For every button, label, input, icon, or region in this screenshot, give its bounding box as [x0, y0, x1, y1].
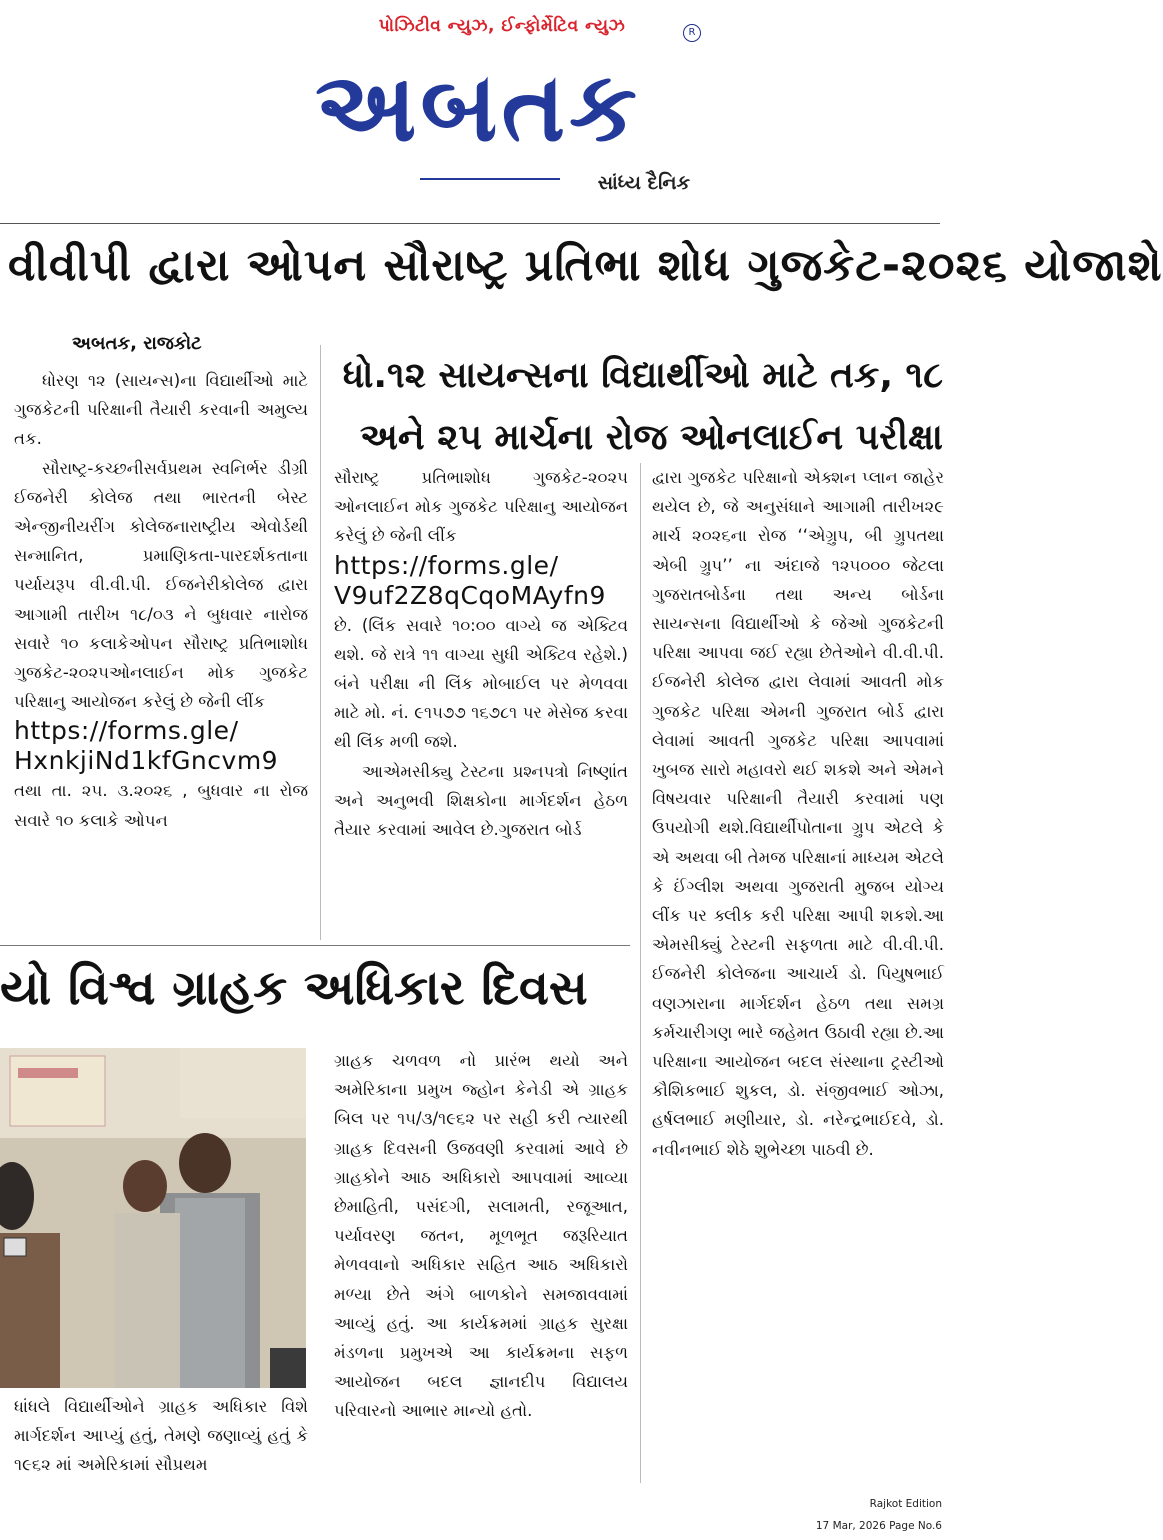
article1-col1-paragraph: તથા તા. ૨૫. ૩.૨૦૨૬ , બુધવાર ના રોજ સવારે ૧૦ કલાકે ઓપન [14, 781, 308, 830]
article1-column-1 [14, 366, 308, 940]
masthead-tagline: પોઝિટીવ ન્યુઝ, ઈન્ફોર્મેટિવ ન્યુઝ [378, 16, 626, 36]
footer-edition: Rajkot Edition [869, 1498, 942, 1510]
article2-paragraph: ગ્રાહક ચળવળ નો પ્રારંભ થયો અને અમેરિકાના પ્રમુખ જ્હોન કેનેડી એ ગ્રાહક બિલ પર ૧૫/૩/૧૯૬૨ પર સહી કરી ત્યારથી ગ્રાહક દિવસની ઉજવણી કરવામાં આવે છે ગ્રાહકોને આઠ અધિકારો આપવામાં આવ્યા છેમાહિતી, પસંદગી, સલામતી, રજૂઆત, પર્યાવરણ જતન, મૂળભૂત જરૂરિયાત મેળવવાનો અધિકાર સહિત આઠ અધિકારો મળ્યા છેતે અંગે બાળકોને સમજાવવામાં આવ્યું હતું. આ કાર્યક્રમમાં ગ્રાહક સુરક્ષા મંડળના પ્રમુખએ આ કાર્યક્રમના સફળ આયોજન બદલ જ્ઞાનદીપ વિદ્યાલય પરિવારનો આભાર માન્યો હતો. [334, 1051, 628, 1421]
article1-dateline: અબતક, રાજકોટ [72, 333, 202, 354]
column-divider [640, 463, 641, 1483]
subheadline-line1: ધો.૧૨ સાયન્સના વિદ્યાર્થીઓ માટે તક, ૧૮ [342, 355, 943, 396]
registered-mark-icon: R [683, 24, 701, 42]
logo-underline [420, 178, 560, 180]
article1-col1-link[interactable]: https://forms.gle/ HxnkjiNd1kfGncvm9 [14, 716, 279, 776]
edition-tag: સાંધ્ય દૈનિક [597, 172, 690, 194]
article2-photo [0, 1048, 306, 1388]
article1-subheadline [338, 345, 943, 469]
caption-text: ધાંધલે વિદ્યાર્થીઓને ગ્રાહક અધિકાર વિશે માર્ગદર્શન આપ્યું હતું, તેમણે જણાવ્યું હતું કે ૧૯૬૨ માં અમેરિકામાં સૌપ્રથમ [14, 1397, 308, 1475]
event-photo-illustration [0, 1048, 306, 1388]
article1-col2-link[interactable]: https://forms.gle/ V9uf2Z8qCqoMAyfn9 [334, 550, 606, 610]
article1-col1-paragraph: સૌરાષ્ટ્ર-કચ્છનીસર્વપ્રથમ સ્વનિર્ભર ડીગ્રી ઈજનેરી કોલેજ તથા ભારતની બેસ્ટ એન્જીનીયરીંગ કોલેજનારાષ્ટ્રીય એવોર્ડથી સન્માનિત, પ્રમાણિકતા-પારદર્શકતાના પર્યાયરૂપ વી.વી.પી. ઈજનેરીકોલેજ દ્વારા આગામી તારીખ ૧૮/૦૩ ને બુધવાર નારોજ સવારે ૧૦ કલાકેઓપન સૌરાષ્ટ્ર પ્રતિભાશોધ ગુજકેટ-૨૦૨૫ઓનલાઈન મોક ગુજકેટ પરિક્ષાનુ આયોજન કરેલું છે જેની લીંક [14, 458, 308, 712]
masthead-divider [0, 223, 940, 224]
article2-photo-caption [14, 1392, 308, 1486]
article1-column-2 [334, 463, 628, 940]
article1-column-3 [652, 463, 944, 1483]
newspaper-logo: અબતક [315, 51, 641, 163]
article2-body [334, 1046, 628, 1488]
article1-col2-paragraph: સૌરાષ્ટ્ર પ્રતિભાશોધ ગુજકેટ-૨૦૨૫ ઓનલાઈન મોક ગુજકેટ પરિક્ષાનુ આયોજન કરેલું છે જેની લીંક [334, 468, 628, 546]
article1-col2-paragraph: આએમસીક્યુ ટેસ્ટના પ્રશ્નપત્રો નિષ્ણાંત અને અનુભવી શિક્ષકોના માર્ગદર્શન હેઠળ તૈયાર કરવામાં આવેલ છે.ગુજરાત બોર્ડ [334, 761, 628, 840]
article-divider [0, 945, 630, 946]
column-divider [320, 345, 321, 940]
footer-date-page: 17 Mar, 2026 Page No.6 [815, 1520, 942, 1532]
article1-col3-paragraph: દ્વારા ગુજકેટ પરિક્ષાનો એક્શન પ્લાન જાહેર થયેલ છે, જે અનુસંધાને આગામી તારીખ૨૯ માર્ચ ૨૦૨૬ના રોજ ‘‘એગ્રુપ, બી ગ્રુપતથા એબી ગ્રુપ’’ ના અંદાજે ૧૨૫૦૦૦ જેટલા ગુજરાતબોર્ડના તથા અન્ય બોર્ડના સાયન્સના વિદ્યાર્થીઓ કે જેઓ ગુજકેટની પરિક્ષા આપવા જઈ રહ્યા છેતેઓને વી.વી.પી. ઈજનેરી કોલેજ દ્વારા લેવામાં આવતી મોક ગુજકેટ પરિક્ષા એમની ગુજરાત બોર્ડ દ્વારા લેવામાં આવતી ગુજકેટ પરિક્ષા આપવામાં ખુબજ સારો મહાવરો થઈ શકશે અને એમને વિષયવાર પરિક્ષાની તૈયારી કરવામાં પણ ઉપયોગી થશે.વિદ્યાર્થીપોતાના ગ્રુપ એટલે કે એ અથવા બી તેમજ પરિક્ષાનાં માધ્યમ એટલે કે ઈંગ્લીશ અથવા ગુજરાતી મુજબ યોગ્ય લીંક પર ક્લીક કરી પરિક્ષા આપી શકશે.આ એમસીક્યું ટેસ્ટની સફળતા માટે વી.વી.પી. ઈજનેરી કોલેજના આચાર્ય ડો. પિયુષભાઈ વણઝારાના માર્ગદર્શન હેઠળ તથા સમગ્ર કર્મચારીગણ ભારે જહેમત ઉઠાવી રહ્યા છે.આ પરિક્ષાના આયોજન બદલ સંસ્થાના ટ્રસ્ટીઓ કૌશિકભાઈ શુકલ, ડો. સંજીવભાઈ ઓઝા, હર્ષલભાઈ મણીયાર, ડો. નરેન્દ્રભાઈદવે, ડો. નવીનભાઈ શેઠે શુભેચ્છા પાઠવી છે. [652, 468, 944, 1159]
article1-col2-paragraph: છે. (લિંક સવારે ૧૦:૦૦ વાગ્યે જ એક્ટિવ થશે. જે રાત્રે ૧૧ વાગ્યા સુધી એક્ટિવ રહેશે.) બંને પરીક્ષા ની લિંક મોબાઈલ પર મેળવવા માટે મો. નં. ૯૧૫૭૭ ૧૬૭૮૧ પર મેસેજ કરવા થી લિંક મળી જશે. [334, 615, 628, 752]
article1-headline: વીવીપી દ્વારા ઓપન સૌરાષ્ટ્ર પ્રતિભા શોધ ગુજકેટ-૨૦૨૬ યોજાશે [8, 240, 1163, 291]
article1-col1-paragraph: ધોરણ ૧૨ (સાયન્સ)ના વિદ્યાર્થીઓ માટે ગુજકેટની પરિક્ષાની તૈયારી કરવાની અમુલ્ય તક. [14, 371, 308, 449]
article2-headline: યો વિશ્વ ગ્રાહક અધિકાર દિવસ [0, 960, 588, 1016]
subheadline-line2: અને ૨૫ માર્ચના રોજ ઓનલાઈન પરીક્ષા [359, 417, 943, 458]
